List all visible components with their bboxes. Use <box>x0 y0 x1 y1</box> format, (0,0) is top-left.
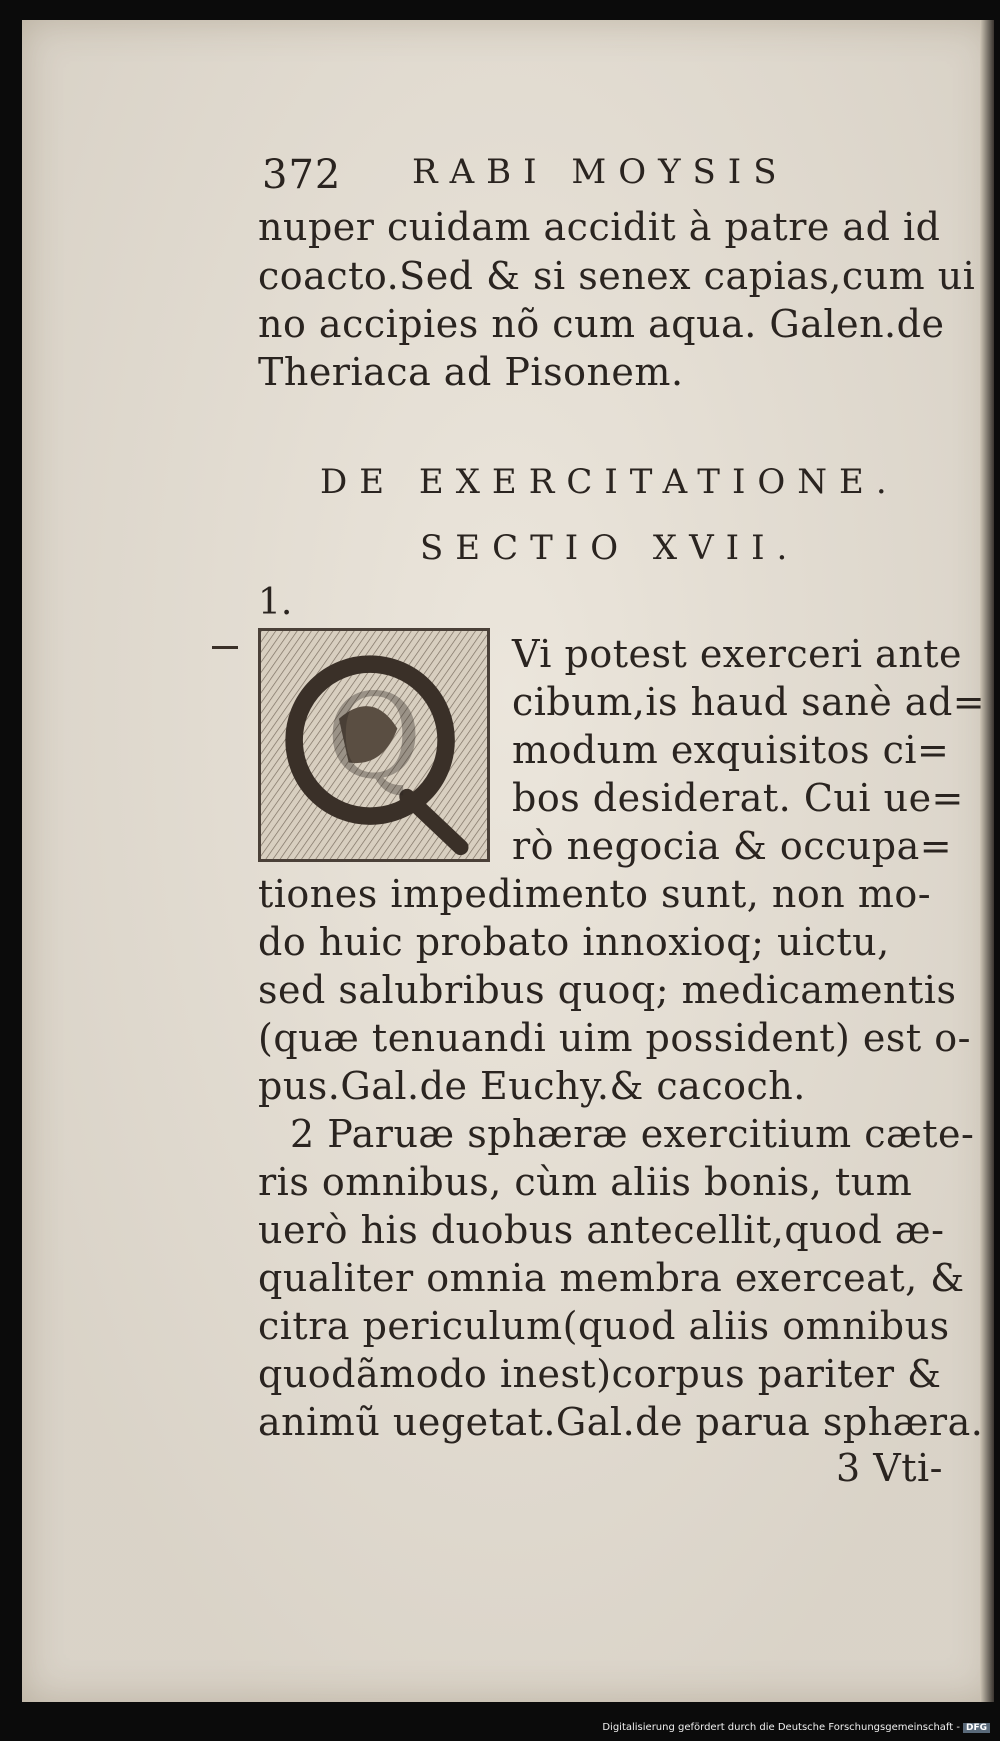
initial-ornament-icon <box>261 631 487 859</box>
page-number: 372 <box>262 152 342 198</box>
text-line: coacto.Sed & si senex capias,cum ui <box>258 254 976 298</box>
text-line: quodãmodo inest)corpus pariter & <box>258 1352 942 1396</box>
text-line: bos desiderat. Cui ue= <box>512 776 964 820</box>
svg-text:Q: Q <box>326 669 422 806</box>
text-line: uerò his duobus antecellit,quod æ- <box>258 1208 945 1252</box>
text-line: Vi potest exerceri ante <box>512 632 962 676</box>
dfg-logo-icon: DFG <box>963 1723 990 1733</box>
text-line: sed salubribus quoq; medicamentis <box>258 968 957 1012</box>
text-line: nuper cuidam accidit à patre ad id <box>258 205 941 249</box>
section-subtitle: SECTIO XVII. <box>420 528 800 568</box>
item-number: 1. <box>258 582 293 623</box>
text-line: cibum,is haud sanè ad= <box>512 680 986 724</box>
text-line: pus.Gal.de Euchy.& cacoch. <box>258 1064 806 1108</box>
section-title: DE EXERCITATIONE. <box>320 462 899 502</box>
text-line: no accipies nõ cum aqua. Galen.de <box>258 302 945 346</box>
text-line: citra periculum(quod aliis omnibus <box>258 1304 950 1348</box>
book-spine <box>980 20 994 1702</box>
running-title: RABI MOYSIS <box>412 152 789 192</box>
digitization-credit <box>602 1722 990 1733</box>
credit-text: Digitalisierung gefördert durch die Deutsche Forschungsgemeinschaft - <box>602 1722 960 1733</box>
decorated-initial <box>258 628 490 862</box>
text-line: 2 Paruæ sphæræ exercitium cæte- <box>290 1112 975 1156</box>
text-line: tiones impedimento sunt, non mo- <box>258 872 932 916</box>
text-line: (quæ tenuandi uim possident) est o- <box>258 1016 971 1060</box>
margin-dash <box>212 646 238 649</box>
text-line: animũ uegetat.Gal.de parua sphæra. <box>258 1400 984 1444</box>
text-line: rò negocia & occupa= <box>512 824 953 868</box>
text-line: modum exquisitos ci= <box>512 728 950 772</box>
text-line: ris omnibus, cùm aliis bonis, tum <box>258 1160 913 1204</box>
catchword: 3 Vti- <box>836 1446 943 1490</box>
text-line: qualiter omnia membra exerceat, & <box>258 1256 965 1300</box>
text-line: do huic probato innoxioq; uictu, <box>258 920 890 964</box>
text-line: Theriaca ad Pisonem. <box>258 350 684 394</box>
